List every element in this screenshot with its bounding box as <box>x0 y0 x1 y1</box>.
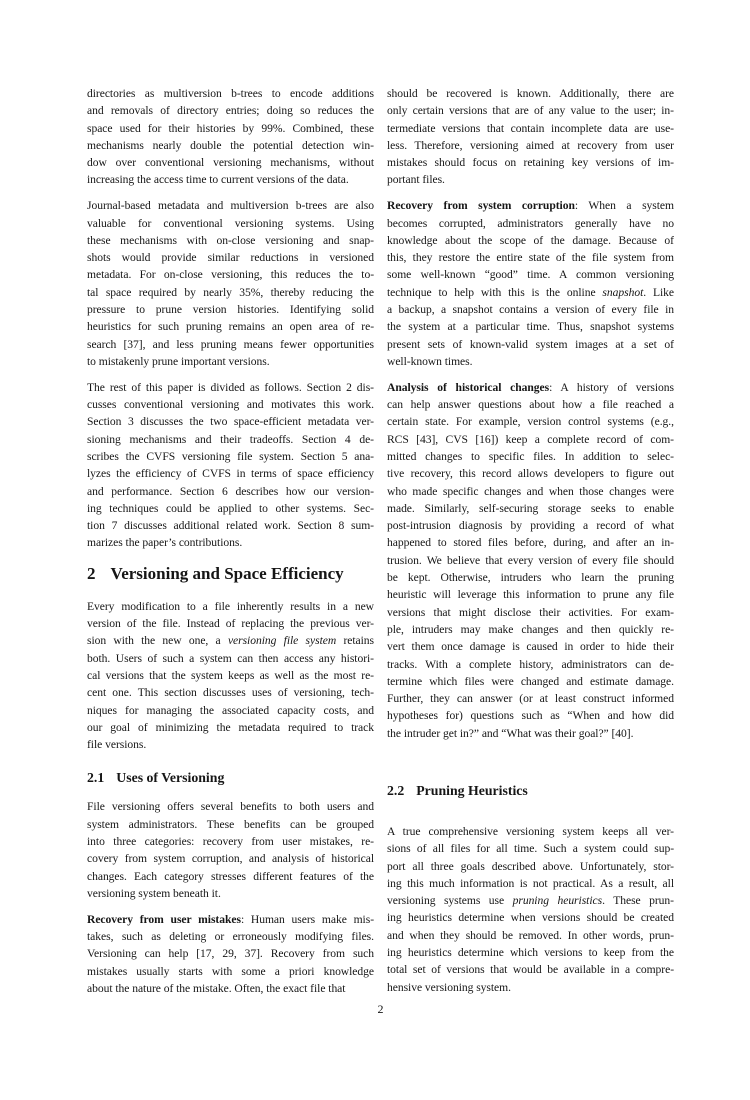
text-line: knowledge about the scope of the damage. Because of <box>387 233 674 247</box>
page-number: 2 <box>377 1002 384 1016</box>
heading-title: Versioning and Space Efficiency <box>110 563 344 583</box>
paragraph <box>387 823 674 996</box>
text-line: Recovery from user mistakes: Human users make mis- <box>87 912 375 926</box>
text-line: version of the file. Instead of replacing the previous ver- <box>87 617 374 631</box>
text-line: heuristics for such pruning remains an open area of re- <box>87 320 374 334</box>
paragraph <box>387 197 674 370</box>
paragraph <box>87 197 374 370</box>
bold-run: Recovery from system corruption <box>387 199 575 213</box>
text-line: pressure to prune version histories. Identifying solid <box>87 303 374 317</box>
text-line: to mistakenly prune important versions. <box>87 354 270 368</box>
text-line: mistakes usually starts with some a priori knowledge <box>87 964 374 978</box>
text-line: both. Users of such a system can then access any histori- <box>87 651 374 665</box>
text-line: and performance. Section 6 describes how our version- <box>87 484 374 498</box>
text-line: mitted changes to specific files. In addition to selec- <box>387 449 674 463</box>
text-line: scribes the CVFS versioning file system. Section 5 ana- <box>87 449 374 463</box>
paragraph <box>87 911 374 997</box>
text-line: RCS [43], CVS [16]) keep a complete record of com- <box>387 432 674 446</box>
text-line: our goal of minimizing the metadata required to track <box>87 720 374 734</box>
text-line: metadata. For on-close versioning, this reduces the to- <box>87 268 374 282</box>
heading-title: Uses of Versioning <box>116 770 225 786</box>
text-line: ing techniques could be applied to other systems. Sec- <box>87 501 374 515</box>
heading-number: 2.2 <box>387 782 405 798</box>
text-line: happened to stored files before, during, and after an in- <box>387 536 674 550</box>
text-line: ing heuristics determine when versions should be created <box>387 911 674 925</box>
text-line: into three categories: recovery from user mistakes, re- <box>87 834 374 848</box>
text-line: A true comprehensive versioning system keeps all ver- <box>387 824 674 838</box>
text-line: heuristic will leverage this information to prune any file <box>387 588 674 602</box>
text-line: Recovery from system corruption: When a system <box>387 199 674 213</box>
text-line: Journal-based metadata and multiversion b-trees are also <box>87 199 374 213</box>
text-line: total set of versions that would be available in a compre- <box>387 963 674 977</box>
text-line: file versions. <box>87 738 147 752</box>
text-line: sions of all files for all time. Such a system could sup- <box>387 842 674 856</box>
text-line: Every modification to a file inherently results in a new <box>87 599 374 613</box>
text-line: cent one. This section discusses uses of versioning, tech- <box>87 686 374 700</box>
paragraph <box>387 379 674 742</box>
text-line: Section 3 discusses the two space-efficient metadata ver- <box>87 415 374 429</box>
text-line: portant files. <box>387 173 445 187</box>
text-line: well-known times. <box>387 354 473 368</box>
text-line: shots would provide similar reductions in versioned <box>87 251 374 265</box>
text-line: hensive versioning system. <box>387 980 511 994</box>
paragraph <box>87 379 374 552</box>
paragraph <box>87 798 374 902</box>
text-line: versioning system beneath it. <box>87 886 221 900</box>
text-line: versions that might disclose their activities. For exam- <box>387 605 674 619</box>
text-line: tive recovery, this record allows developers to figure out <box>387 467 674 481</box>
text-line: less. Therefore, versioning aimed at recovery from user <box>387 138 674 152</box>
text-line: Versioning can help [17, 29, 37]. Recovery from such <box>87 947 374 961</box>
text-line: cal versions that the system keeps as well as the most re- <box>87 668 374 682</box>
italic-run: pruning heuristics <box>512 894 603 908</box>
text-line: valuable for conventional versioning systems. Using <box>87 216 374 230</box>
text-line: dow over conventional versioning mechanisms, without <box>87 156 374 170</box>
text-line: ing this much information is not practical. As a result, all <box>387 876 674 890</box>
right-column <box>387 85 674 1006</box>
text-line: a backup, a snapshot contains a version of every file in <box>387 303 674 317</box>
text-line: marizes the paper’s contributions. <box>87 536 243 550</box>
text-line: mechanisms nearly double the potential detection win- <box>87 138 374 152</box>
text-line: tracks. With a complete history, administrators can de- <box>387 657 674 671</box>
text-line: vert them once damage is caused in order to hide their <box>387 640 674 654</box>
text-line: termediate versions that contain incomplete data are use- <box>387 121 674 135</box>
text-line: post-intrusion diagnosis by providing a record of what <box>387 519 674 533</box>
text-line: the intruder get in?” and “What was their goal?” [40]. <box>387 726 634 740</box>
text-line: space used for their histories by 99%. Combined, these <box>87 121 374 135</box>
text-line: system administrators. These benefits can be grouped <box>87 817 374 831</box>
text-line: termine which files were changed and estimate damage. <box>387 674 674 688</box>
page-content <box>87 85 674 1006</box>
subsection-heading <box>387 782 674 800</box>
heading-title: Pruning Heuristics <box>416 782 528 798</box>
heading-number: 2.1 <box>87 770 105 786</box>
left-column <box>87 85 374 1006</box>
text-line: and when they should be removed. In other words, prun- <box>387 928 674 942</box>
text-line: present sets of known-valid system images at a set of <box>387 337 674 351</box>
bold-run: Recovery from user mistakes <box>87 912 241 926</box>
text-line: takes, such as deleting or erroneously modifying files. <box>87 929 374 943</box>
text-line: some well-known “good” time. A common versioning <box>387 268 674 282</box>
paragraph <box>87 85 374 189</box>
text-line: the system at a particular time. Thus, snapshot systems <box>387 320 674 334</box>
text-line: trusion. We believe that every version of every file should <box>387 553 674 567</box>
text-line: sioning mechanisms and their tradeoffs. Section 4 de- <box>87 432 374 446</box>
text-line: who made specific changes and when those changes were <box>387 484 674 498</box>
italic-run: versioning file system <box>227 634 337 648</box>
text-line: technique to help with this is the online snapshot. Like <box>387 285 674 299</box>
text-line: only certain versions that are of any value to the user; in- <box>387 104 674 118</box>
text-line: search [37], and less pruning means fewer opportunities <box>87 337 374 351</box>
bold-run: Analysis of historical changes <box>387 380 550 394</box>
text-line: mistakes should focus on retaining key versions of im- <box>387 156 674 170</box>
text-line: can help answer questions about how a file reached a <box>387 398 674 412</box>
text-line: about the nature of the mistake. Often, the exact file that <box>87 981 346 995</box>
text-line: and removals of directory entries; doing so reduces the <box>87 104 374 118</box>
text-line: should be recovered is known. Additionally, there are <box>387 87 674 100</box>
text-line: increasing the access time to current versions of the data. <box>87 173 349 187</box>
paragraph <box>87 598 374 754</box>
text-line: lyzes the efficiency of CVFS in terms of space efficiency <box>87 467 374 481</box>
text-line: these mechanisms with on-close versioning and snap- <box>87 233 374 247</box>
text-line: be kept. Otherwise, intruders who learn the pruning <box>387 571 674 585</box>
text-line: becomes corrupted, administrators generally have no <box>387 216 674 230</box>
text-line: versioning systems use pruning heuristics. These prun- <box>387 894 674 908</box>
text-line: Further, they can answer (or at least construct informed <box>387 692 674 706</box>
italic-run: snapshot <box>602 285 644 299</box>
section-heading <box>87 562 374 585</box>
text-line: tion 7 discusses additional related work. Section 8 sum- <box>87 519 374 533</box>
text-line: Analysis of historical changes: A history of versions <box>387 380 674 394</box>
text-line: covery from system corruption, and analysis of historical <box>87 852 374 866</box>
text-line: sion with the new one, a versioning file system retains <box>87 634 375 648</box>
text-line: changes. Each category stresses different features of the <box>87 869 374 883</box>
paragraph <box>387 85 674 189</box>
text-line: cusses conventional versioning and motivates this work. <box>87 398 374 412</box>
heading-number: 2 <box>87 563 96 583</box>
text-line: niques for managing the associated capacity costs, and <box>87 703 374 717</box>
text-line: directories as multiversion b-trees to encode additions <box>87 87 374 100</box>
text-line: hypotheses for) questions such as “When and how did <box>387 709 674 723</box>
text-line: this, they restore the entire state of the file system from <box>387 251 674 265</box>
text-line: ing heuristics determine which versions to keep from the <box>387 946 674 960</box>
text-line: The rest of this paper is divided as follows. Section 2 dis- <box>87 380 374 394</box>
text-line: certain state. For example, version control systems (e.g., <box>387 415 674 429</box>
text-line: File versioning offers several benefits to both users and <box>87 800 374 814</box>
text-line: made. Similarly, self-securing storage seeks to enable <box>387 501 674 515</box>
text-line: port all three goals described above. Unfortunately, stor- <box>387 859 674 873</box>
subsection-heading <box>87 769 374 787</box>
text-line: tal space required by nearly 35%, thereby reducing the <box>87 285 374 299</box>
text-line: ple, intruders may make changes and then quickly re- <box>387 622 674 636</box>
